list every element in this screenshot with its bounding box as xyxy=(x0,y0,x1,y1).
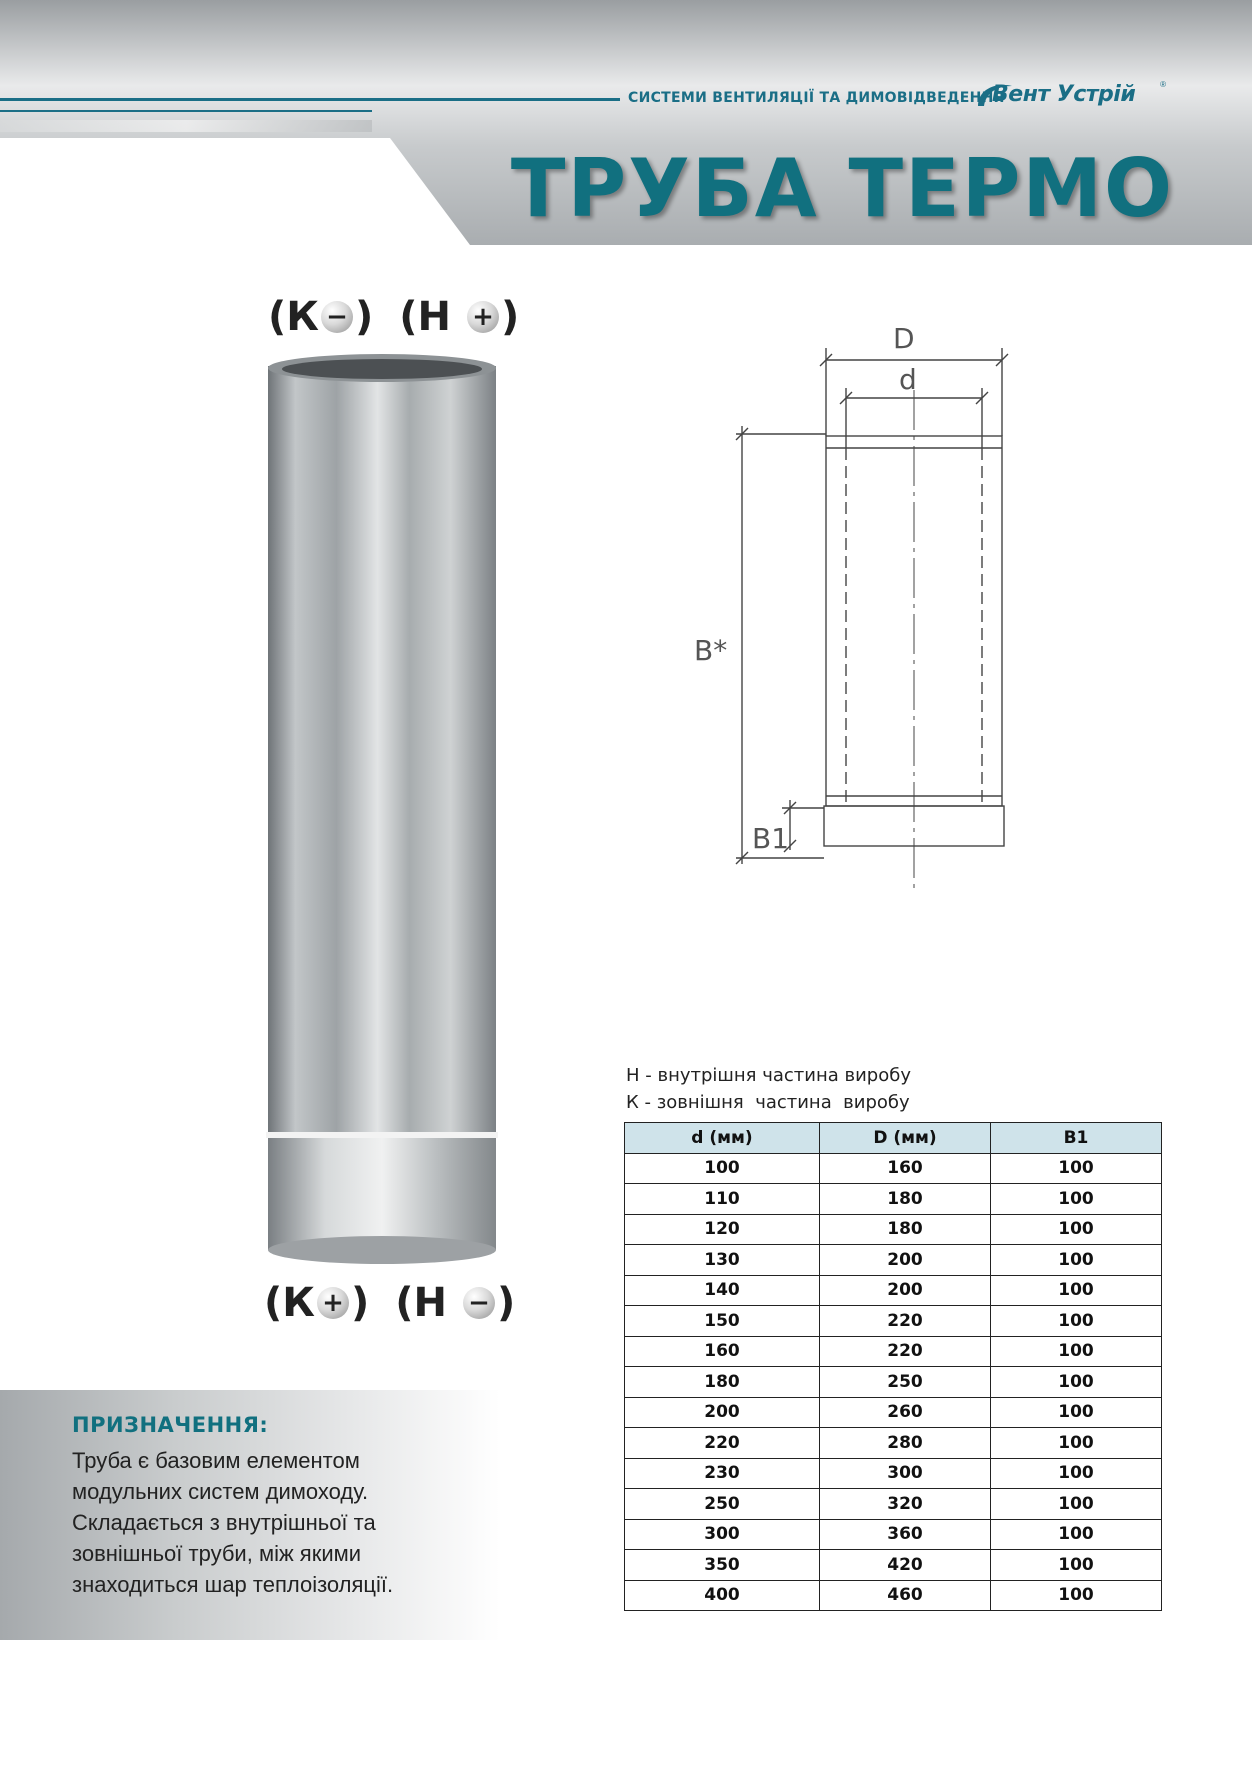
table-row xyxy=(625,1397,1162,1428)
table-cell: 180 xyxy=(820,1184,991,1215)
table-cell: 100 xyxy=(991,1550,1162,1581)
pipe-bottom-markers xyxy=(264,1280,541,1326)
tagline: СИСТЕМИ ВЕНТИЛЯЦІЇ ТА ДИМОВІДВЕДЕННЯ xyxy=(628,90,1005,106)
table-row xyxy=(625,1580,1162,1611)
table-cell: 100 xyxy=(991,1214,1162,1245)
table-cell: 420 xyxy=(820,1550,991,1581)
brand-registered-mark: ® xyxy=(1160,80,1166,89)
table-row xyxy=(625,1367,1162,1398)
dimensions-table xyxy=(624,1122,1162,1611)
table-cell: 100 xyxy=(991,1153,1162,1184)
marker-outer-top: ( К − ) xyxy=(268,294,374,340)
marker-inner-bottom: ( Н − ) xyxy=(395,1280,516,1326)
purpose-line: знаходиться шар теплоізоляції. xyxy=(72,1572,394,1597)
dim-socket-length-label: B1 xyxy=(752,822,790,855)
table-cell: 140 xyxy=(625,1275,820,1306)
table-cell: 360 xyxy=(820,1519,991,1550)
table-cell: 100 xyxy=(991,1245,1162,1276)
marker-letter: Н xyxy=(413,1280,448,1326)
table-row xyxy=(625,1184,1162,1215)
table-cell: 100 xyxy=(991,1489,1162,1520)
table-cell: 230 xyxy=(625,1458,820,1489)
table-cell: 100 xyxy=(991,1519,1162,1550)
table-cell: 130 xyxy=(625,1245,820,1276)
pipe-top-markers xyxy=(268,294,545,340)
table-row xyxy=(625,1550,1162,1581)
legend xyxy=(626,1062,911,1116)
dim-length-label: B* xyxy=(694,634,728,667)
table-cell: 460 xyxy=(820,1580,991,1611)
table-row xyxy=(625,1245,1162,1276)
table-cell: 100 xyxy=(991,1275,1162,1306)
table-cell: 100 xyxy=(991,1397,1162,1428)
legend-outer: К - зовнішня частина виробу xyxy=(626,1092,910,1113)
table-cell: 180 xyxy=(625,1367,820,1398)
table-row xyxy=(625,1458,1162,1489)
marker-letter: К xyxy=(282,1280,315,1326)
table-row xyxy=(625,1519,1162,1550)
table-cell: 200 xyxy=(820,1275,991,1306)
table-cell: 100 xyxy=(991,1580,1162,1611)
table-cell: 160 xyxy=(625,1336,820,1367)
brand-logo[interactable] xyxy=(974,80,1174,112)
page-title: ТРУБА ТЕРМО xyxy=(510,142,1174,235)
marker-outer-bottom: ( К + ) xyxy=(264,1280,370,1326)
header-socket-length: B1 xyxy=(991,1123,1162,1154)
header-inner-diameter: d (мм) xyxy=(625,1123,820,1154)
table-cell: 220 xyxy=(820,1336,991,1367)
table-header-row xyxy=(625,1123,1162,1154)
legend-inner: Н - внутрішня частина виробу xyxy=(626,1065,911,1086)
table-cell: 400 xyxy=(625,1580,820,1611)
purpose-line: Складається з внутрішньої та xyxy=(72,1510,376,1535)
table-row xyxy=(625,1275,1162,1306)
table-cell: 100 xyxy=(991,1458,1162,1489)
purpose-title: ПРИЗНАЧЕННЯ: xyxy=(72,1413,269,1437)
table-cell: 180 xyxy=(820,1214,991,1245)
table-cell: 320 xyxy=(820,1489,991,1520)
purpose-line: Труба є базовим елементом xyxy=(72,1448,360,1473)
header-outer-diameter: D (мм) xyxy=(820,1123,991,1154)
table-cell: 250 xyxy=(625,1489,820,1520)
purpose-text xyxy=(72,1445,492,1600)
marker-letter: К xyxy=(286,294,319,340)
minus-icon: − xyxy=(463,1287,495,1319)
table-cell: 300 xyxy=(820,1458,991,1489)
table-cell: 100 xyxy=(991,1336,1162,1367)
pipe-photo xyxy=(262,352,502,1272)
table-cell: 250 xyxy=(820,1367,991,1398)
table-row xyxy=(625,1489,1162,1520)
table-cell: 300 xyxy=(625,1519,820,1550)
marker-letter: Н xyxy=(417,294,452,340)
table-cell: 350 xyxy=(625,1550,820,1581)
minus-icon: − xyxy=(321,301,353,333)
table-row xyxy=(625,1306,1162,1337)
table-row xyxy=(625,1336,1162,1367)
table-row xyxy=(625,1153,1162,1184)
table-row xyxy=(625,1214,1162,1245)
table-row xyxy=(625,1428,1162,1459)
table-cell: 150 xyxy=(625,1306,820,1337)
table-cell: 110 xyxy=(625,1184,820,1215)
table-cell: 100 xyxy=(991,1184,1162,1215)
dim-inner-diameter-label: d xyxy=(899,363,917,396)
purpose-line: модульних систем димоходу. xyxy=(72,1479,369,1504)
table-cell: 200 xyxy=(625,1397,820,1428)
table-cell: 260 xyxy=(820,1397,991,1428)
plus-icon: + xyxy=(317,1287,349,1319)
table-cell: 100 xyxy=(991,1367,1162,1398)
table-cell: 100 xyxy=(991,1306,1162,1337)
purpose-line: зовнішньої труби, між якими xyxy=(72,1541,362,1566)
table-cell: 160 xyxy=(820,1153,991,1184)
table-cell: 100 xyxy=(991,1428,1162,1459)
table-cell: 120 xyxy=(625,1214,820,1245)
table-cell: 220 xyxy=(820,1306,991,1337)
header-band xyxy=(0,0,1252,250)
plus-icon: + xyxy=(467,301,499,333)
technical-drawing xyxy=(680,330,1040,910)
dim-outer-diameter-label: D xyxy=(893,322,915,355)
table-cell: 200 xyxy=(820,1245,991,1276)
brand-name: Вент Устрій xyxy=(992,82,1136,107)
table-cell: 100 xyxy=(625,1153,820,1184)
marker-inner-top: ( Н + ) xyxy=(399,294,520,340)
table-cell: 280 xyxy=(820,1428,991,1459)
table-cell: 220 xyxy=(625,1428,820,1459)
